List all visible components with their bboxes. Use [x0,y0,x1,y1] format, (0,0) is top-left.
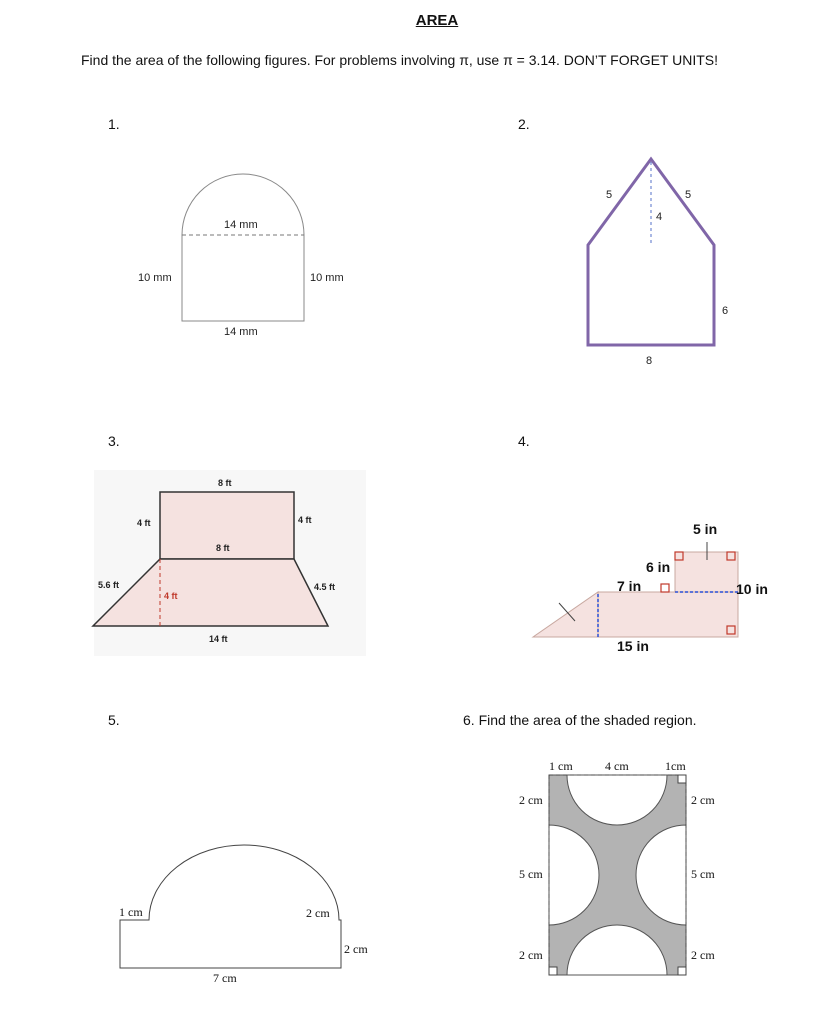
p4-right-label: 10 in [736,581,768,597]
p2-base-label: 8 [646,355,653,367]
p6-top-mid-label: 4 cm [605,759,629,773]
problem-1-number: 1. [108,116,120,132]
p6-corner-tr [678,775,686,783]
p4-big-rect [598,592,738,637]
p4-step-label: 7 in [617,578,642,594]
problem-2-figure [570,150,750,370]
p6-left-mid-label: 5 cm [519,867,543,881]
p2-side-label: 6 [722,305,729,317]
p6-left-bottom-label: 2 cm [519,948,543,962]
p5-right-tab-label: 2 cm [306,906,330,920]
p6-corner-br [678,967,686,975]
p2-right-roof-label: 5 [685,189,692,201]
problem-5-number: 5. [108,712,120,728]
p5-side-label: 2 cm [344,942,368,956]
p6-corner-bl [549,967,557,975]
p3-rect-right-label: 4 ft [298,515,312,525]
p5-base-label: 7 cm [213,971,237,985]
p6-right-bottom-label: 2 cm [691,948,715,962]
p6-top-left-label: 1 cm [549,759,573,773]
p5-left-tab-label: 1 cm [119,905,143,919]
p4-base-label: 15 in [617,638,649,654]
problem-4-figure [525,515,805,665]
problem-1-figure [120,160,360,360]
problem-3-number: 3. [108,433,120,449]
problem-5-figure [105,840,405,990]
p1-bottom-label: 14 mm [224,326,258,338]
problem-6-prompt: 6. Find the area of the shaded region. [463,712,697,728]
problem-3-figure [90,470,370,660]
instructions: Find the area of the following figures. For problems involving π, use π = 3.14. DON’T FORGET UNITS! [81,52,718,68]
problem-6-figure [505,755,745,995]
p6-right-top-label: 2 cm [691,793,715,807]
p3-rect-bottom-label: 8 ft [216,543,230,553]
p4-height-small-label: 6 in [646,559,671,575]
p6-shaded-region [549,775,686,975]
p3-trap-right-label: 4.5 ft [314,582,336,592]
p6-top-right-label: 1cm [665,759,686,773]
p3-rect-left-label: 4 ft [137,518,151,528]
p4-top-label: 5 in [693,521,718,537]
p3-trap-base-label: 14 ft [209,634,228,644]
p6-left-top-label: 2 cm [519,793,543,807]
problem-4-number: 4. [518,433,530,449]
p1-shape [182,174,304,321]
p3-trap-left-label: 5.6 ft [98,580,120,590]
p6-right-mid-label: 5 cm [691,867,715,881]
page-title: AREA [415,12,459,29]
p4-triangle [533,592,598,637]
p3-rect-top-label: 8 ft [218,478,232,488]
p1-right-label: 10 mm [310,272,344,284]
p1-left-label: 10 mm [138,272,172,284]
p1-top-label: 14 mm [224,219,258,231]
p4-right-angle-3 [661,584,669,592]
problem-2-number: 2. [518,116,530,132]
p2-left-roof-label: 5 [606,189,613,201]
p2-height-label: 4 [656,211,663,223]
p3-trap-height-label: 4 ft [164,591,178,601]
